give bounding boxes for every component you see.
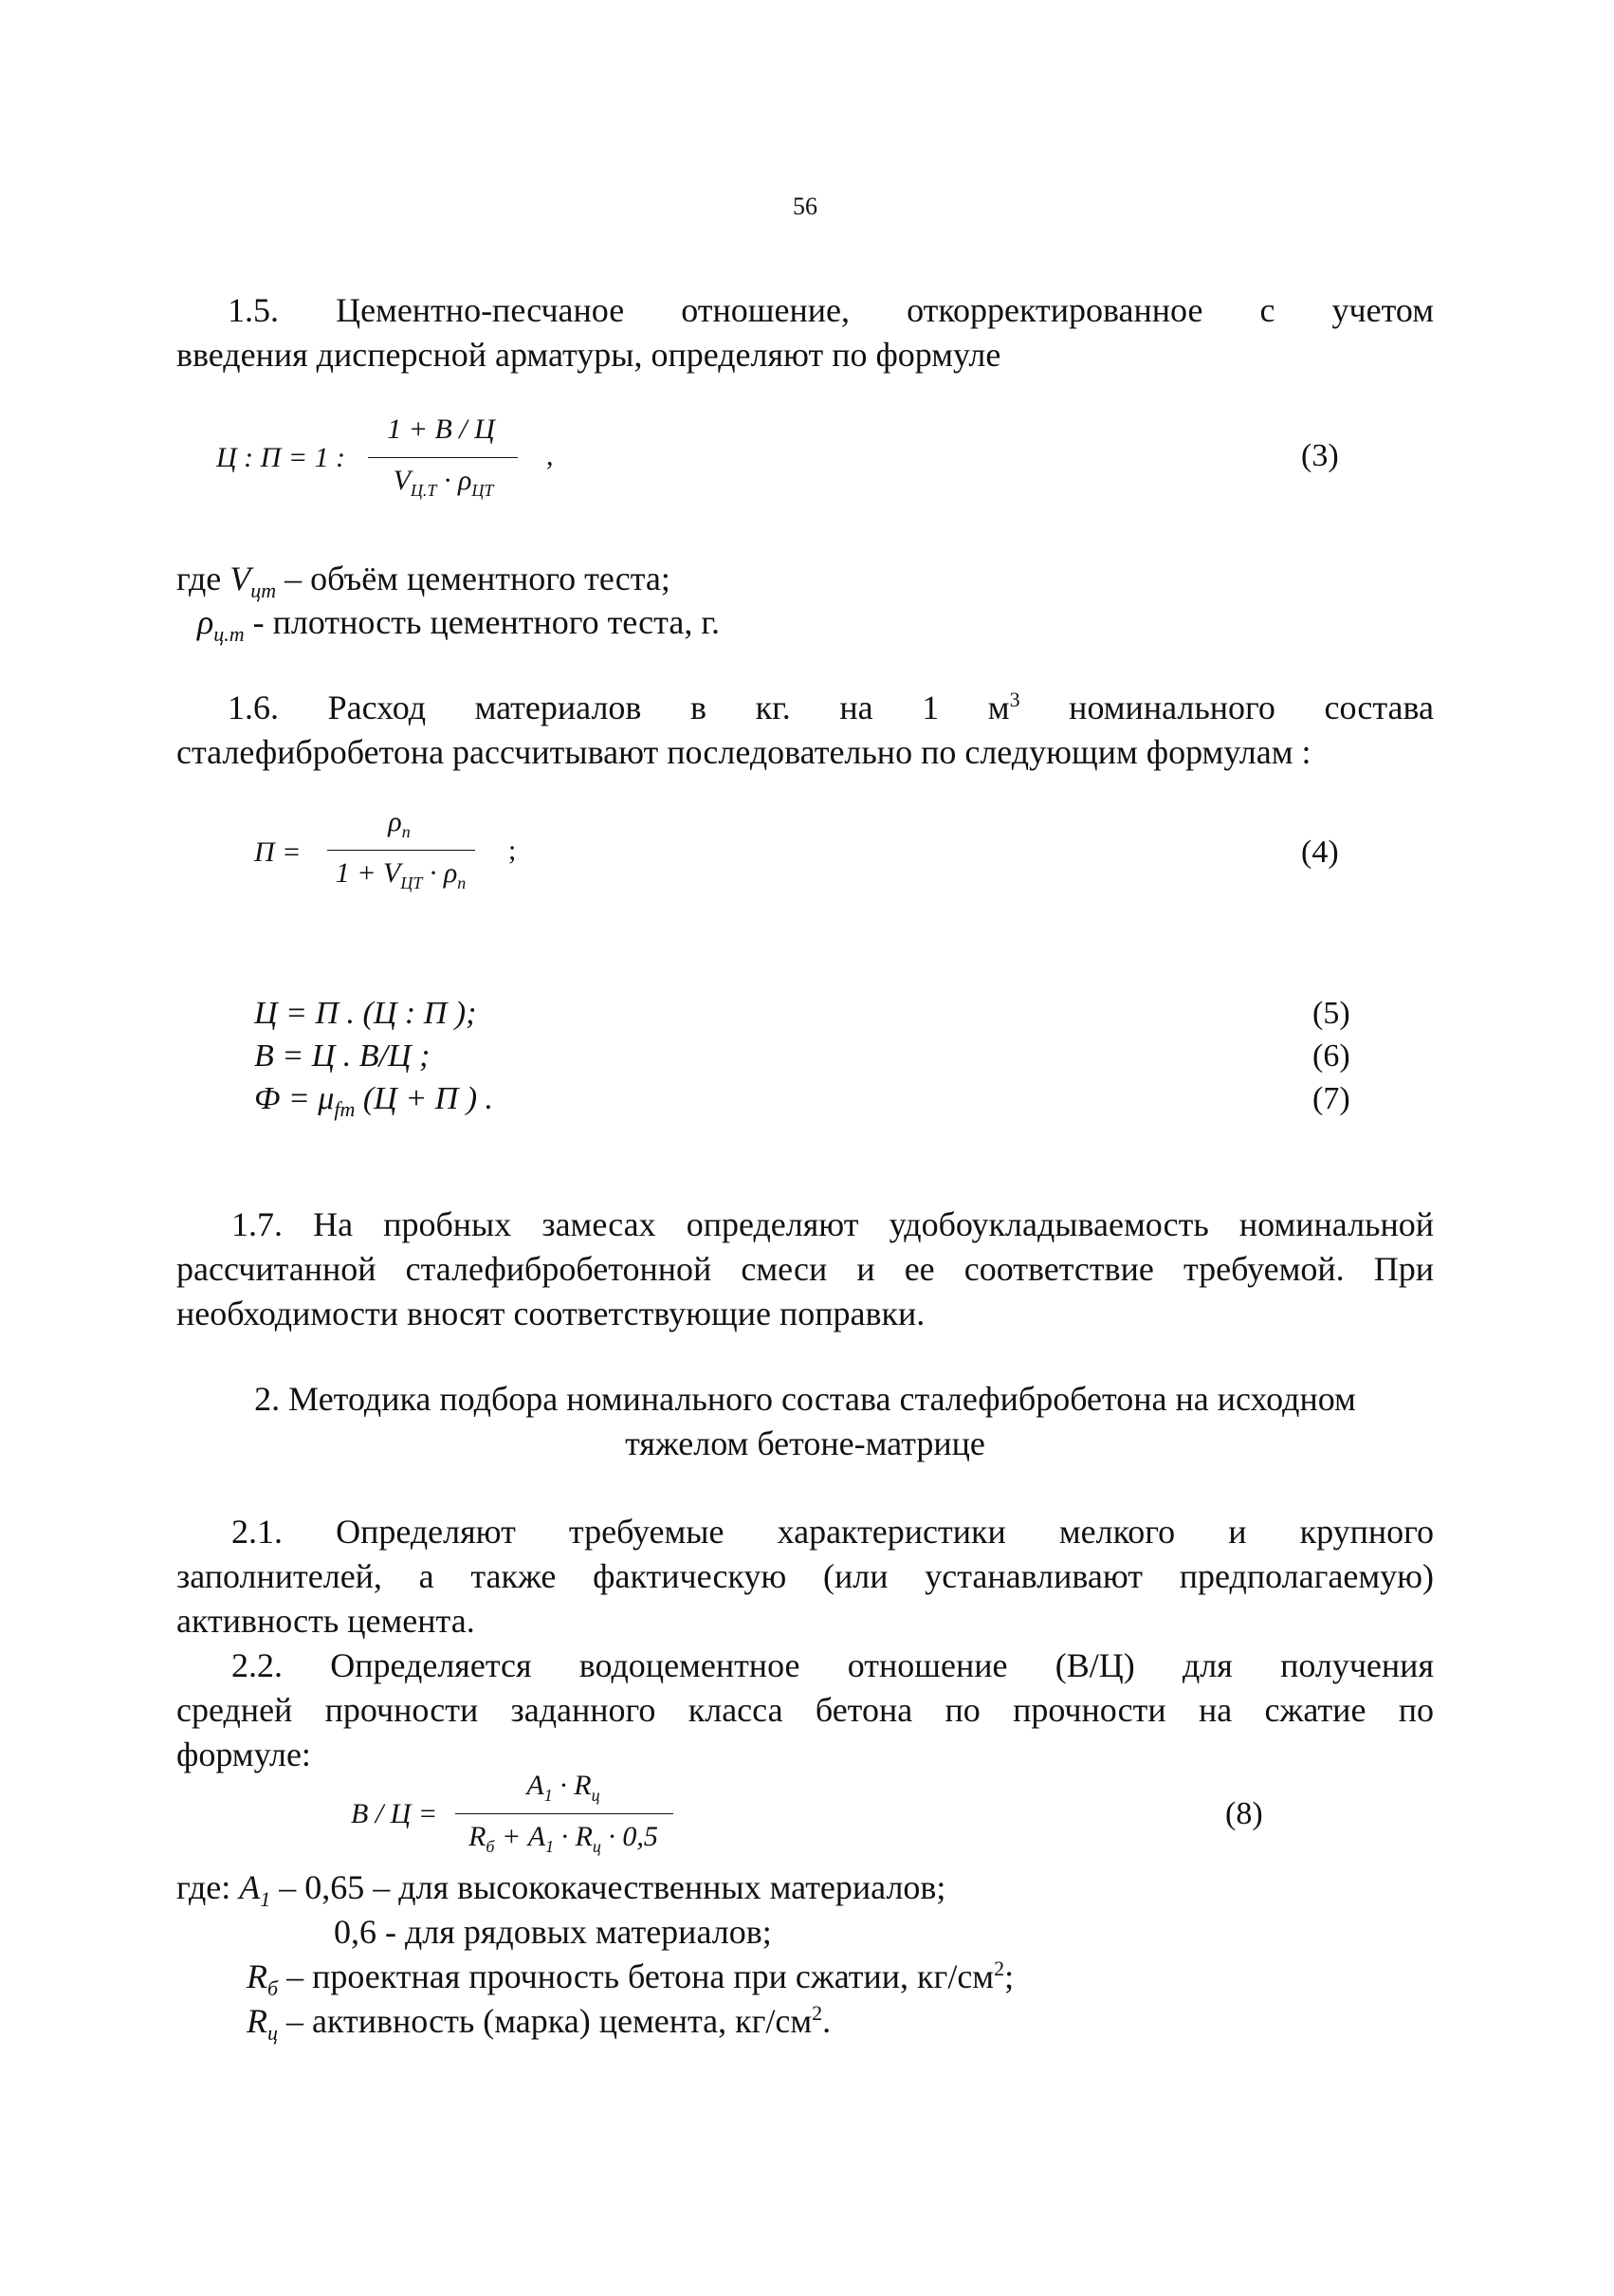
formula-7: $Ф = \mu_{fm}$ (Ц + П ) . [254,1081,494,1121]
s1-7-line3: необходимости вносят соответствующие поправки. [176,1295,926,1332]
formula-3-left: Ц : П = 1 : [216,442,346,473]
equation-number-8: (8) [1225,1796,1263,1831]
formula-8-numerator: $A_1 \cdot R_ц$ [526,1770,600,1805]
page-number: 56 [793,193,817,220]
s1-5-where-2: $\rho_{ц.т}$ - плотность цементного теста, г. [197,603,721,647]
formula-5: Ц = П . (Ц : П ); [254,996,477,1031]
formula-4-fraction-bar [327,850,475,851]
formula-8-left: В / Ц = [351,1798,438,1829]
equation-number-5: (5) [1312,996,1350,1031]
s2-2-line1: 2.2. Определяется водоцементное отношение (В/Ц) для получения [231,1646,1434,1684]
s1-7-line1: 1.7. На пробных замесах определяют удобоукладываемость номинальной [231,1205,1434,1243]
equation-number-6: (6) [1312,1038,1350,1074]
s1-5-line1: 1.5. Цементно-песчаное отношение, откорректированное с учетом [228,291,1434,329]
s2-1-line2: заполнителей, а также фактическую (или устанавливают предполагаемую) [176,1557,1434,1595]
s2-2-where-2: 0,6 - для рядовых материалов; [334,1913,772,1951]
equation-number-3: (3) [1301,438,1339,473]
section-2-heading-line2: тяжелом бетоне-матрице [625,1424,985,1462]
s2-2-where-3: $R_б$ – проектная прочность бетона при сжатии, $кг/см^2$; [247,1956,1015,2001]
section-2-heading-line1: 2. Методика подбора номинального состава сталефибробетона на исходном [254,1380,1356,1418]
formula-4-denominator: $1 + V_{ЦТ} \cdot \rho_п$ [335,857,467,892]
equation-number-4: (4) [1301,835,1339,870]
s1-5-where-1: где $V_{цт}$ – объём цементного теста; [176,560,670,603]
s1-6-line2: сталефибробетона рассчитывают последовательно по следующим формулам : [176,733,1311,771]
formula-3-numerator: 1 + В / Ц [387,413,495,445]
s2-1-line3: активность цемента. [176,1602,475,1640]
s2-2-line3: формуле: [176,1736,311,1773]
formula-4-semicolon: ; [508,835,517,866]
s2-1-line1: 2.1. Определяют требуемые характеристики мелкого и крупного [231,1513,1434,1551]
formula-4-left: П = [254,836,302,868]
equation-number-7: (7) [1312,1081,1350,1116]
s1-7-line2: рассчитанной сталефибробетонной смеси и ее соответствие требуемой. При [176,1250,1434,1288]
formula-3-fraction-bar [368,457,518,458]
formula-3-denominator: $V_{Ц.Т} \cdot \rho_{ЦТ}$ [393,465,494,500]
formula-8-fraction-bar [455,1813,673,1814]
formula-8-denominator: $R_б + A_1 \cdot R_ц \cdot 0,5$ [468,1821,658,1856]
s2-2-where-4: $R_ц$ – активность (марка) цемента, $кг/см^2$. [247,2001,832,2046]
formula-6: В = Ц . В/Ц ; [254,1038,431,1074]
s1-6-line1: 1.6. Расход материалов в кг. на 1 $м^3$ номинального состава [228,688,1434,726]
formula-3-comma: , [546,440,554,471]
formula-4-numerator: $\rho_п$ [388,806,411,841]
s2-2-line2: средней прочности заданного класса бетона по прочности на сжатие по [176,1691,1434,1729]
s1-5-line2: введения дисперсной арматуры, определяют по формуле [176,336,1001,374]
s2-2-where-1: где: $A_1 - 0,65$ – для высококачественных материалов; [176,1868,946,1912]
